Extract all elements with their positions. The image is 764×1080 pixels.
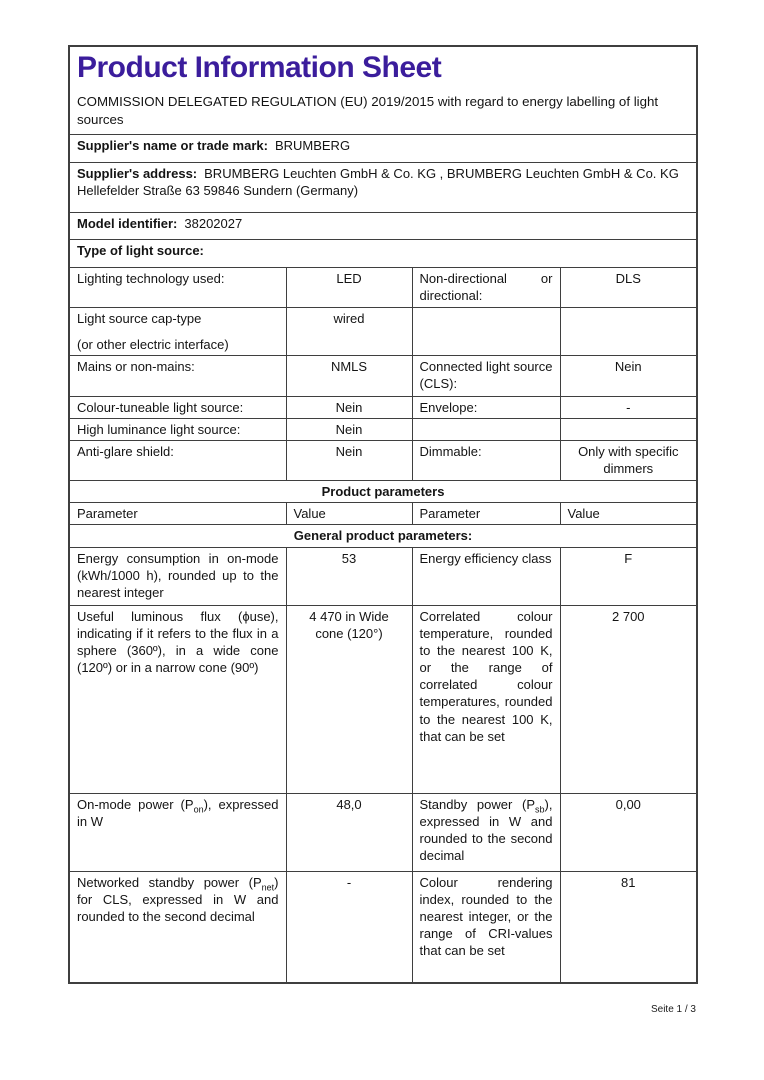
column-header-parameter-1: Parameter xyxy=(69,503,286,525)
networked-standby-label xyxy=(69,871,286,983)
energy-efficiency-class-label: Energy efficiency class xyxy=(412,547,560,605)
cap-type-value: wired xyxy=(286,307,412,355)
supplier-address-row xyxy=(69,162,697,212)
table-row-mains xyxy=(69,355,697,396)
column-header-row xyxy=(69,503,697,525)
luminous-flux-label: Useful luminous flux (ϕuse), indicating if it refers to the flux in a sphere (360º), in a wide cone (120º) or in a narrow cone (90º) xyxy=(69,605,286,793)
regulation-subtitle: COMMISSION DELEGATED REGULATION (EU) 2019/2015 with regard to energy labelling of light sources xyxy=(77,94,659,128)
product-information-sheet xyxy=(68,45,696,984)
model-identifier-cell xyxy=(69,212,697,239)
column-header-value-2: Value xyxy=(560,503,697,525)
colour-temperature-value: 2 700 xyxy=(560,605,697,793)
supplier-name-row xyxy=(69,134,697,162)
on-mode-power-subscript: on xyxy=(193,804,204,815)
cap-type-empty-param xyxy=(412,307,560,355)
envelope-value: - xyxy=(560,396,697,418)
on-mode-power-label-text: On-mode power (P xyxy=(77,796,194,812)
product-info-table xyxy=(68,45,698,984)
high-luminance-label: High luminance light source: xyxy=(69,418,286,440)
cap-type-label-line2: (or other electric interface) xyxy=(77,336,229,352)
lighting-technology-label: Lighting technology used: xyxy=(69,267,286,307)
mains-label: Mains or non-mains: xyxy=(69,355,286,396)
colour-tuneable-value: Nein xyxy=(286,396,412,418)
energy-efficiency-class-value: F xyxy=(560,547,697,605)
on-mode-power-label-suffix: ), expressed in W xyxy=(77,796,279,829)
standby-power-subscript: sb xyxy=(535,804,545,815)
model-identifier-row xyxy=(69,212,697,239)
table-row-colour-tuneable xyxy=(69,396,697,418)
table-row-high-luminance xyxy=(69,418,697,440)
table-row-networked-standby xyxy=(69,871,697,983)
networked-standby-label-suffix: ) for CLS, expressed in W and rounded to the second decimal xyxy=(77,874,279,924)
cap-type-label xyxy=(69,307,286,355)
colour-temperature-label: Correlated colour temperature, rounded to the nearest 100 K, or the range of correlated colour temperatures, rounded to the nearest 100 K, that can be set xyxy=(412,605,560,793)
connected-light-source-label: Connected light source (CLS): xyxy=(412,355,560,396)
table-row-cap-type xyxy=(69,307,697,355)
high-luminance-value: Nein xyxy=(286,418,412,440)
header-cell xyxy=(69,46,697,134)
table-row-luminous-flux xyxy=(69,605,697,793)
energy-consumption-label: Energy consumption in on-mode (kWh/1000 h), rounded up to the nearest integer xyxy=(69,547,286,605)
networked-standby-subscript: net xyxy=(261,882,275,893)
supplier-address-cell xyxy=(69,162,697,212)
type-of-light-source-heading: Type of light source: xyxy=(69,239,697,267)
dimmable-value: Only with specific dimmers xyxy=(560,441,697,481)
page-number: Seite 1 / 3 xyxy=(650,1004,696,1015)
connected-light-source-value: Nein xyxy=(560,355,697,396)
envelope-label: Envelope: xyxy=(412,396,560,418)
high-luminance-empty-value xyxy=(560,418,697,440)
table-row-energy-consumption xyxy=(69,547,697,605)
table-row-anti-glare xyxy=(69,441,697,481)
colour-tuneable-label: Colour-tuneable light source: xyxy=(69,396,286,418)
standby-power-label-text: Standby power (P xyxy=(419,796,536,812)
cap-type-label-line1: Light source cap-type xyxy=(77,310,202,326)
networked-standby-value: - xyxy=(286,871,412,983)
column-header-parameter-2: Parameter xyxy=(412,503,560,525)
lighting-technology-value: LED xyxy=(286,267,412,307)
high-luminance-empty-param xyxy=(412,418,560,440)
table-row-on-mode-power xyxy=(69,793,697,871)
energy-consumption-value: 53 xyxy=(286,547,412,605)
on-mode-power-label xyxy=(69,793,286,871)
page-title: Product Information Sheet xyxy=(77,51,442,84)
column-header-value-1: Value xyxy=(286,503,412,525)
directionality-value: DLS xyxy=(560,267,697,307)
product-parameters-header-row xyxy=(69,481,697,503)
colour-rendering-index-label: Colour rendering index, rounded to the nearest integer, or the range of CRI-values that can be set xyxy=(412,871,560,983)
colour-rendering-index-value: 81 xyxy=(560,871,697,983)
directionality-label: Non-directional or directional: xyxy=(412,267,560,307)
header-row xyxy=(69,46,697,134)
supplier-name-value: BRUMBERG xyxy=(274,137,351,153)
supplier-name-label: Supplier's name or trade mark: xyxy=(77,137,268,153)
on-mode-power-value: 48,0 xyxy=(286,793,412,871)
supplier-address-label: Supplier's address: xyxy=(77,165,198,181)
luminous-flux-value: 4 470 in Wide cone (120°) xyxy=(286,605,412,793)
anti-glare-value: Nein xyxy=(286,441,412,481)
dimmable-label: Dimmable: xyxy=(412,441,560,481)
general-parameters-title: General product parameters: xyxy=(69,525,697,547)
model-identifier-label: Model identifier: xyxy=(77,215,178,231)
standby-power-value: 0,00 xyxy=(560,793,697,871)
product-parameters-title: Product parameters xyxy=(69,481,697,503)
model-identifier-value: 38202027 xyxy=(184,215,243,231)
anti-glare-label: Anti-glare shield: xyxy=(69,441,286,481)
standby-power-label xyxy=(412,793,560,871)
supplier-name-cell xyxy=(69,134,697,162)
mains-value: NMLS xyxy=(286,355,412,396)
table-row-lighting-technology xyxy=(69,267,697,307)
supplier-address-value: BRUMBERG Leuchten GmbH & Co. KG , BRUMBERG Leuchten GmbH & Co. KG Hellefelder Straße 63 59846 Sundern (Germany) xyxy=(77,165,679,198)
standby-power-label-suffix: ), expressed in W and rounded to the second decimal xyxy=(419,796,553,864)
type-of-light-source-row xyxy=(69,239,697,267)
cap-type-empty-value xyxy=(560,307,697,355)
general-parameters-header-row xyxy=(69,525,697,547)
networked-standby-label-text: Networked standby power (P xyxy=(77,874,262,890)
